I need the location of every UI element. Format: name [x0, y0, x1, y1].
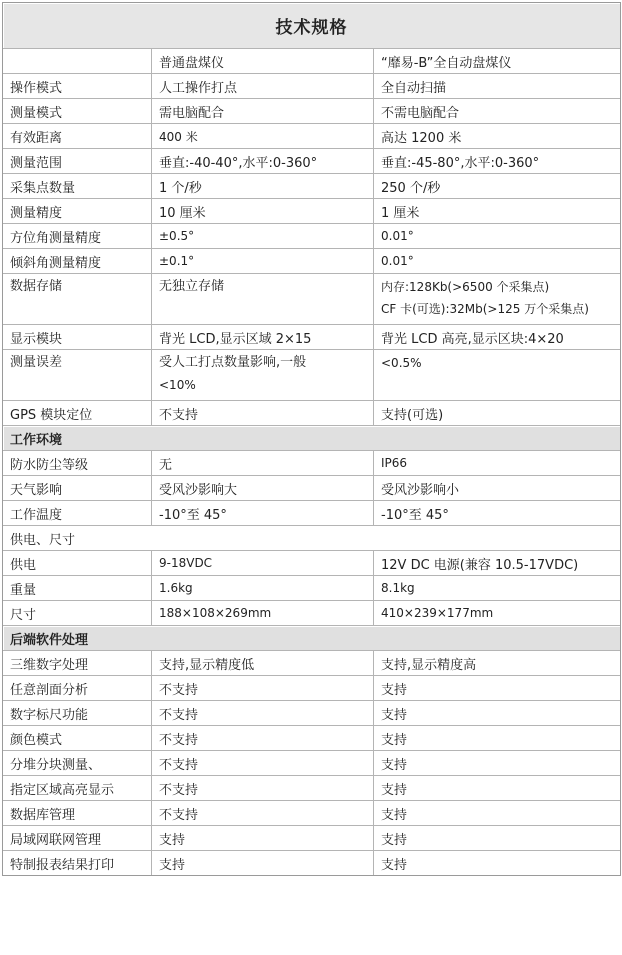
normal-value: 1 个/秒 — [152, 174, 374, 199]
header-row — [3, 49, 620, 74]
table-row — [3, 851, 620, 875]
table-row — [3, 149, 620, 174]
normal-value: 不支持 — [152, 401, 374, 426]
auto-value: 支持 — [374, 726, 620, 751]
header-auto-device: “靡易-B”全自动盘煤仪 — [374, 49, 620, 74]
row-label: 测量误差 — [3, 350, 152, 401]
normal-value — [152, 350, 374, 401]
table-row — [3, 751, 620, 776]
row-label: 数据库管理 — [3, 801, 152, 826]
normal-value: 1.6kg — [152, 576, 374, 601]
table-row — [3, 776, 620, 801]
section-title-environment: 工作环境 — [3, 426, 620, 451]
row-label: 测量精度 — [3, 199, 152, 224]
table-row — [3, 726, 620, 751]
table-row — [3, 99, 620, 124]
table-row — [3, 350, 620, 401]
spec-table — [2, 2, 621, 876]
normal-value: 背光 LCD,显示区域 2×15 — [152, 325, 374, 350]
row-label: 指定区域高亮显示 — [3, 776, 152, 801]
row-label: 数字标尺功能 — [3, 701, 152, 726]
row-label: 采集点数量 — [3, 174, 152, 199]
normal-value: 不支持 — [152, 676, 374, 701]
normal-value: 不支持 — [152, 726, 374, 751]
row-label: 局域网联网管理 — [3, 826, 152, 851]
auto-value: 支持 — [374, 676, 620, 701]
auto-value: 受风沙影响小 — [374, 476, 620, 501]
auto-value: 支持 — [374, 851, 620, 875]
error-percent: <10% — [159, 378, 196, 392]
table-row — [3, 74, 620, 99]
header-normal-device: 普通盘煤仪 — [152, 49, 374, 74]
normal-value: ±0.1° — [152, 249, 374, 274]
auto-value: 支持 — [374, 826, 620, 851]
auto-value: <0.5% — [374, 350, 620, 401]
normal-value: 188×108×269mm — [152, 601, 374, 626]
table-row — [3, 826, 620, 851]
table-title: 技术规格 — [3, 3, 620, 49]
row-label: 有效距离 — [3, 124, 152, 149]
normal-value: 支持 — [152, 826, 374, 851]
auto-value: 支持 — [374, 776, 620, 801]
row-label: 倾斜角测量精度 — [3, 249, 152, 274]
normal-value: 不支持 — [152, 751, 374, 776]
normal-value: 不支持 — [152, 776, 374, 801]
table-row — [3, 676, 620, 701]
row-label: 供电 — [3, 551, 152, 576]
section-row — [3, 626, 620, 651]
section-row — [3, 426, 620, 451]
table-row — [3, 476, 620, 501]
table-row — [3, 124, 620, 149]
auto-value: 支持 — [374, 801, 620, 826]
row-label: 数据存储 — [3, 274, 152, 325]
row-label: 重量 — [3, 576, 152, 601]
normal-value: 垂直:-40-40°,水平:0-360° — [152, 149, 374, 174]
table-row — [3, 651, 620, 676]
header-blank — [3, 49, 152, 74]
auto-value: 0.01° — [374, 249, 620, 274]
normal-value: 不支持 — [152, 801, 374, 826]
auto-value: 支持,显示精度高 — [374, 651, 620, 676]
auto-value — [374, 274, 620, 325]
auto-value: 支持 — [374, 751, 620, 776]
row-label: 显示模块 — [3, 325, 152, 350]
table-row — [3, 199, 620, 224]
auto-value: 垂直:-45-80°,水平:0-360° — [374, 149, 620, 174]
row-label: 测量范围 — [3, 149, 152, 174]
table-row — [3, 274, 620, 325]
row-label: 特制报表结果打印 — [3, 851, 152, 875]
table-row — [3, 801, 620, 826]
table-row — [3, 701, 620, 726]
normal-value: 受风沙影响大 — [152, 476, 374, 501]
row-label: 尺寸 — [3, 601, 152, 626]
normal-value: 不支持 — [152, 701, 374, 726]
table-row — [3, 451, 620, 476]
normal-value: 400 米 — [152, 124, 374, 149]
auto-value: 12V DC 电源(兼容 10.5-17VDC) — [374, 551, 620, 576]
row-label: GPS 模块定位 — [3, 401, 152, 426]
normal-value: 人工操作打点 — [152, 74, 374, 99]
auto-value: 0.01° — [374, 224, 620, 249]
row-label: 任意剖面分析 — [3, 676, 152, 701]
table-row — [3, 224, 620, 249]
normal-value: ±0.5° — [152, 224, 374, 249]
section-title-power: 供电、尺寸 — [3, 526, 620, 551]
normal-value: 9-18VDC — [152, 551, 374, 576]
auto-value: 不需电脑配合 — [374, 99, 620, 124]
table-row — [3, 249, 620, 274]
auto-value: 支持 — [374, 701, 620, 726]
storage-memory: 内存:128Kb(>6500 个采集点) — [381, 280, 550, 294]
table-row — [3, 401, 620, 426]
normal-value: 需电脑配合 — [152, 99, 374, 124]
table-row — [3, 501, 620, 526]
table-row — [3, 601, 620, 626]
storage-cf-card: CF 卡(可选):32Mb(>125 万个采集点) — [381, 302, 589, 316]
normal-value: 支持 — [152, 851, 374, 875]
row-label: 方位角测量精度 — [3, 224, 152, 249]
auto-value: 背光 LCD 高亮,显示区块:4×20 — [374, 325, 620, 350]
table-row — [3, 551, 620, 576]
normal-value: 无 — [152, 451, 374, 476]
row-label: 分堆分块测量、 — [3, 751, 152, 776]
normal-value: 支持,显示精度低 — [152, 651, 374, 676]
normal-value: -10°至 45° — [152, 501, 374, 526]
auto-value: 8.1kg — [374, 576, 620, 601]
auto-value: 全自动扫描 — [374, 74, 620, 99]
section-row — [3, 526, 620, 551]
auto-value: 1 厘米 — [374, 199, 620, 224]
row-label: 天气影响 — [3, 476, 152, 501]
auto-value: IP66 — [374, 451, 620, 476]
auto-value: 支持(可选) — [374, 401, 620, 426]
section-title-software: 后端软件处理 — [3, 626, 620, 651]
row-label: 操作模式 — [3, 74, 152, 99]
table-row — [3, 174, 620, 199]
normal-value: 10 厘米 — [152, 199, 374, 224]
error-note: 受人工打点数量影响,一般 — [159, 355, 307, 370]
auto-value: -10°至 45° — [374, 501, 620, 526]
row-label: 三维数字处理 — [3, 651, 152, 676]
auto-value: 高达 1200 米 — [374, 124, 620, 149]
normal-value: 无独立存储 — [152, 274, 374, 325]
table-row — [3, 325, 620, 350]
row-label: 测量模式 — [3, 99, 152, 124]
row-label: 工作温度 — [3, 501, 152, 526]
auto-value: 250 个/秒 — [374, 174, 620, 199]
row-label: 防水防尘等级 — [3, 451, 152, 476]
auto-value: 410×239×177mm — [374, 601, 620, 626]
row-label: 颜色模式 — [3, 726, 152, 751]
table-row — [3, 576, 620, 601]
